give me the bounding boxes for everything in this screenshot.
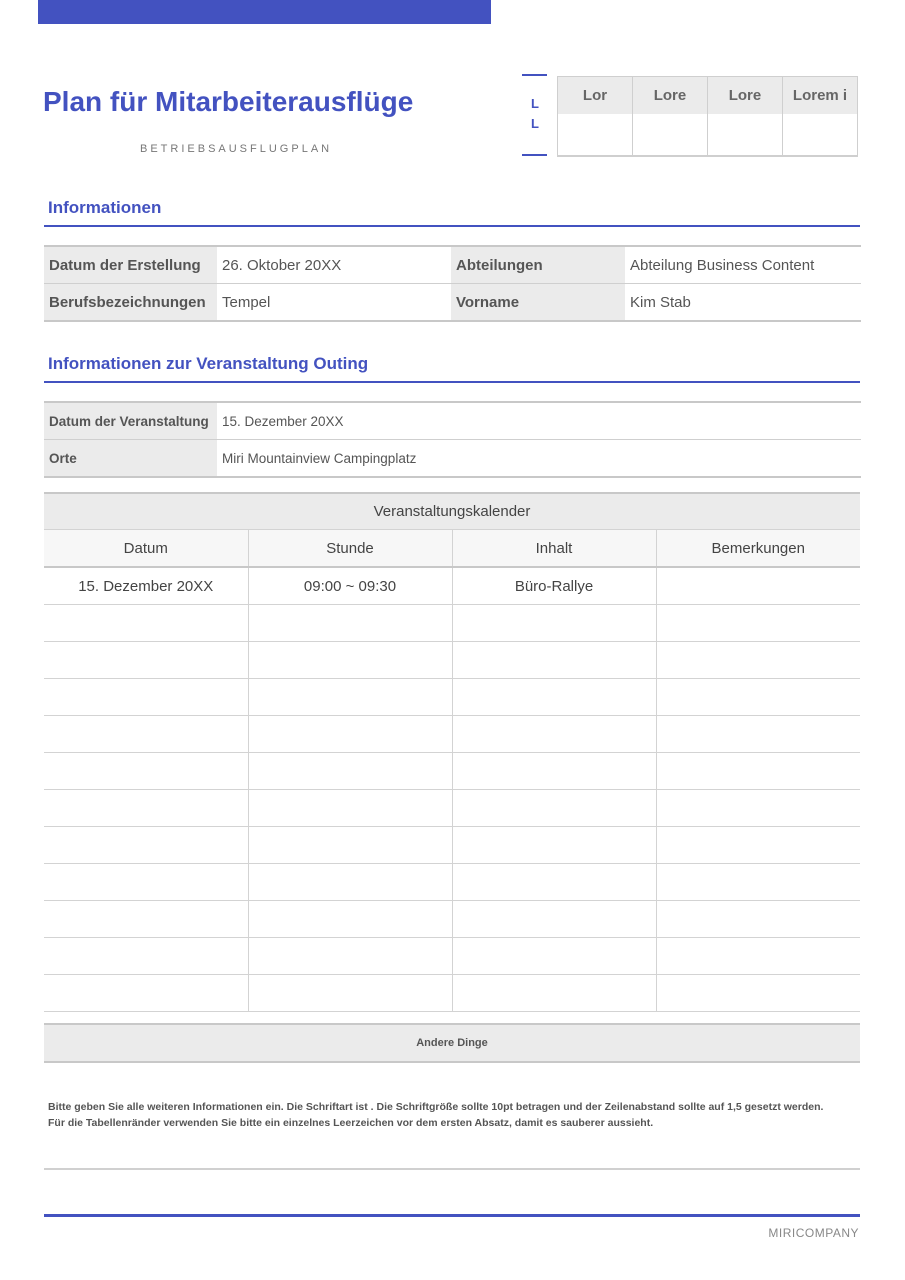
calendar-cell[interactable] bbox=[452, 975, 656, 1012]
calendar-cell[interactable] bbox=[452, 716, 656, 753]
calendar-cell[interactable] bbox=[656, 753, 860, 790]
calendar-cell[interactable] bbox=[44, 642, 248, 679]
calendar-column-header: Inhalt bbox=[452, 530, 656, 568]
info-section-divider bbox=[44, 225, 860, 227]
info-value[interactable]: 26. Oktober 20XX bbox=[217, 246, 451, 284]
calendar-cell[interactable] bbox=[44, 716, 248, 753]
calendar-row bbox=[44, 901, 860, 938]
other-things-note[interactable] bbox=[48, 1099, 864, 1131]
calendar-row bbox=[44, 864, 860, 901]
event-section-divider bbox=[44, 381, 860, 383]
calendar-row bbox=[44, 605, 860, 642]
calendar-cell[interactable] bbox=[656, 864, 860, 901]
calendar-column-header: Datum bbox=[44, 530, 248, 568]
approval-header-1: Lor bbox=[558, 77, 633, 115]
top-accent-bar bbox=[38, 0, 491, 24]
calendar-cell[interactable] bbox=[248, 753, 452, 790]
info-key: Berufsbezeichnungen bbox=[44, 284, 217, 322]
note-line-1: Bitte geben Sie alle weiteren Informationen ein. Die Schriftart ist . Die Schriftgröße sollte 10pt betragen und der Zeilenabstand sollte auf 1,5 gesetzt werden. bbox=[48, 1101, 824, 1113]
info-key: Vorname bbox=[451, 284, 625, 322]
calendar-cell[interactable] bbox=[452, 679, 656, 716]
approval-signature-cell[interactable] bbox=[783, 114, 858, 156]
calendar-cell[interactable] bbox=[248, 864, 452, 901]
calendar-column-header: Bemerkungen bbox=[656, 530, 860, 568]
approval-header-3: Lore bbox=[708, 77, 783, 115]
event-info-value[interactable]: 15. Dezember 20XX bbox=[217, 402, 861, 440]
event-info-row bbox=[44, 402, 861, 440]
approval-side-label-2: L bbox=[531, 116, 539, 131]
calendar-cell[interactable] bbox=[248, 642, 452, 679]
calendar-cell[interactable] bbox=[44, 827, 248, 864]
calendar-cell[interactable] bbox=[452, 642, 656, 679]
calendar-cell[interactable] bbox=[452, 827, 656, 864]
calendar-row bbox=[44, 975, 860, 1012]
calendar-cell[interactable] bbox=[44, 679, 248, 716]
event-info-table bbox=[44, 401, 861, 478]
event-info-key: Datum der Veranstaltung bbox=[44, 402, 217, 440]
event-calendar-table bbox=[44, 492, 860, 1012]
calendar-cell[interactable] bbox=[452, 790, 656, 827]
calendar-cell[interactable]: 09:00 ~ 09:30 bbox=[248, 567, 452, 605]
footer-divider bbox=[44, 1214, 860, 1217]
approval-side-top-line bbox=[522, 74, 547, 76]
calendar-cell[interactable] bbox=[44, 605, 248, 642]
event-info-row bbox=[44, 440, 861, 478]
note-divider bbox=[44, 1168, 860, 1170]
info-table bbox=[44, 245, 861, 322]
calendar-cell[interactable] bbox=[452, 938, 656, 975]
calendar-cell[interactable] bbox=[248, 605, 452, 642]
calendar-cell[interactable] bbox=[248, 827, 452, 864]
calendar-cell[interactable] bbox=[44, 753, 248, 790]
calendar-cell[interactable] bbox=[452, 753, 656, 790]
calendar-cell[interactable] bbox=[44, 790, 248, 827]
event-info-value[interactable]: Miri Mountainview Campingplatz bbox=[217, 440, 861, 478]
approval-signature-cell[interactable] bbox=[708, 114, 783, 156]
calendar-cell[interactable]: 15. Dezember 20XX bbox=[44, 567, 248, 605]
calendar-cell[interactable] bbox=[656, 938, 860, 975]
info-value[interactable]: Kim Stab bbox=[625, 284, 861, 322]
calendar-row bbox=[44, 753, 860, 790]
calendar-row bbox=[44, 642, 860, 679]
calendar-cell[interactable] bbox=[44, 975, 248, 1012]
event-info-key: Orte bbox=[44, 440, 217, 478]
calendar-cell[interactable] bbox=[248, 975, 452, 1012]
calendar-cell[interactable]: Büro-Rallye bbox=[452, 567, 656, 605]
calendar-cell[interactable] bbox=[656, 642, 860, 679]
calendar-row bbox=[44, 790, 860, 827]
calendar-cell[interactable] bbox=[656, 827, 860, 864]
calendar-cell[interactable] bbox=[248, 938, 452, 975]
info-key: Datum der Erstellung bbox=[44, 246, 217, 284]
calendar-cell[interactable] bbox=[656, 567, 860, 605]
info-value[interactable]: Abteilung Business Content bbox=[625, 246, 861, 284]
calendar-caption: Veranstaltungskalender bbox=[44, 493, 860, 530]
approval-header-4: Lorem i bbox=[783, 77, 858, 115]
calendar-cell[interactable] bbox=[656, 901, 860, 938]
calendar-cell[interactable] bbox=[44, 901, 248, 938]
calendar-row bbox=[44, 938, 860, 975]
calendar-cell[interactable] bbox=[248, 679, 452, 716]
info-section-title: Informationen bbox=[48, 198, 162, 217]
calendar-cell[interactable] bbox=[656, 790, 860, 827]
approval-side-label-1: L bbox=[531, 96, 539, 111]
event-section-title: Informationen zur Veranstaltung Outing bbox=[48, 354, 369, 373]
calendar-row bbox=[44, 679, 860, 716]
calendar-cell[interactable] bbox=[656, 716, 860, 753]
calendar-row bbox=[44, 827, 860, 864]
calendar-cell[interactable] bbox=[656, 679, 860, 716]
calendar-cell[interactable] bbox=[44, 938, 248, 975]
page-title: Plan für Mitarbeiterausflüge bbox=[43, 86, 414, 117]
approval-side-bottom-line bbox=[522, 154, 547, 156]
calendar-cell[interactable] bbox=[452, 864, 656, 901]
approval-signature-cell[interactable] bbox=[633, 114, 708, 156]
calendar-body bbox=[44, 567, 860, 1012]
approval-signature-cell[interactable] bbox=[558, 114, 633, 156]
info-row bbox=[44, 284, 861, 322]
calendar-cell[interactable] bbox=[656, 605, 860, 642]
calendar-column-header: Stunde bbox=[248, 530, 452, 568]
footer-company: MIRICOMPANY bbox=[768, 1226, 859, 1240]
info-key: Abteilungen bbox=[451, 246, 625, 284]
calendar-cell[interactable] bbox=[44, 864, 248, 901]
calendar-row bbox=[44, 567, 860, 605]
approval-header-2: Lore bbox=[633, 77, 708, 115]
calendar-cell[interactable] bbox=[452, 605, 656, 642]
calendar-cell[interactable] bbox=[248, 901, 452, 938]
approval-side-label bbox=[522, 74, 547, 157]
calendar-cell[interactable] bbox=[656, 975, 860, 1012]
info-row bbox=[44, 246, 861, 284]
page-subtitle: BETRIEBSAUSFLUGPLAN bbox=[140, 143, 333, 155]
approval-table bbox=[557, 76, 858, 157]
calendar-cell[interactable] bbox=[452, 901, 656, 938]
calendar-row bbox=[44, 716, 860, 753]
calendar-cell[interactable] bbox=[248, 716, 452, 753]
calendar-cell[interactable] bbox=[248, 790, 452, 827]
other-things-header: Andere Dinge bbox=[44, 1023, 860, 1063]
info-value[interactable]: Tempel bbox=[217, 284, 451, 322]
note-line-2: Für die Tabellenränder verwenden Sie bitte ein einzelnes Leerzeichen vor dem ersten Absatz, damit es sauberer aussieht. bbox=[48, 1117, 654, 1129]
